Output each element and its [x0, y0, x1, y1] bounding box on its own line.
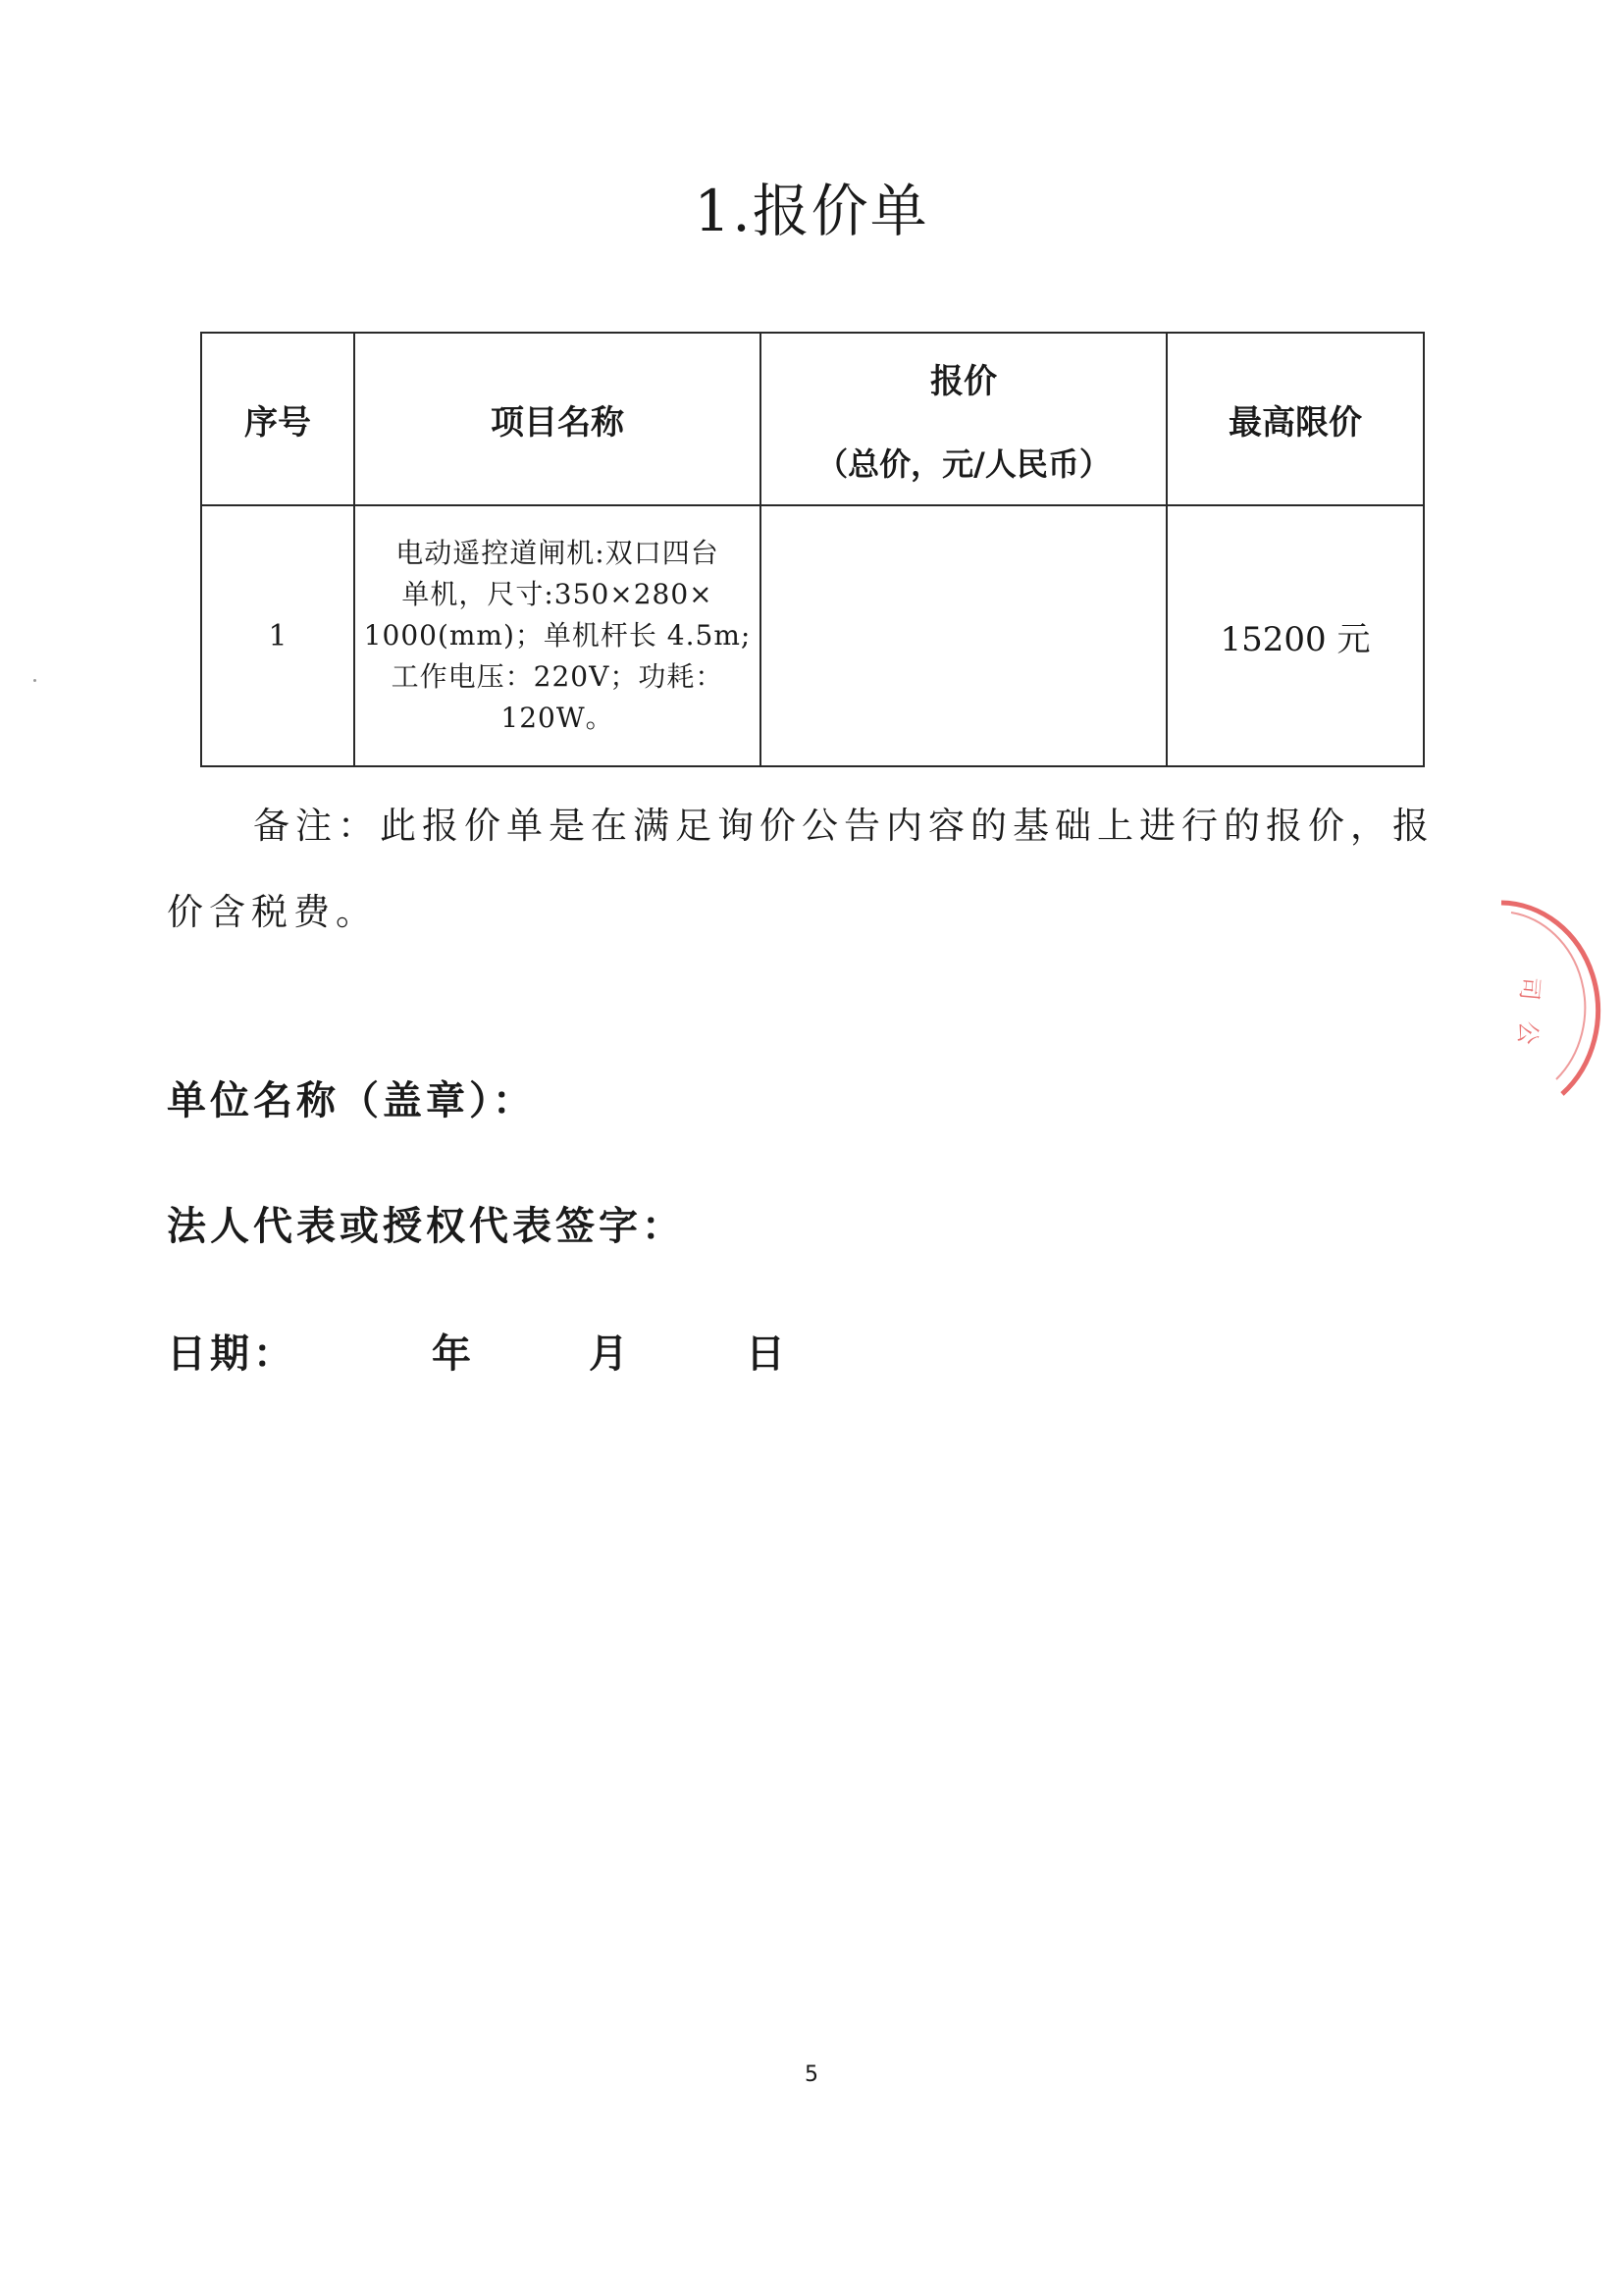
cell-item-name	[354, 505, 760, 766]
header-index: 序号	[201, 333, 354, 505]
page-number: 5	[805, 2062, 818, 2087]
date-year-label: 年	[432, 1331, 475, 1377]
page-title: 1.报价单	[694, 178, 929, 244]
seal-glyph: 公	[1512, 1019, 1543, 1046]
item-line: 单机，尺寸:350×280×	[401, 578, 713, 610]
header-quote-sub: （总价，元/人民币）	[816, 444, 1111, 483]
seal-glyph: 司	[1514, 975, 1544, 1002]
date-label: 日期：	[167, 1331, 296, 1377]
date-line	[167, 1323, 789, 1379]
quote-table	[200, 332, 1425, 767]
remark-text: 备注：此报价单是在满足询价公告内容的基础上进行的报价，报价含税费。	[167, 805, 1435, 933]
table-row	[201, 505, 1424, 766]
unit-name-label: 单位名称（盖章）：	[167, 1078, 536, 1123]
header-quote	[760, 333, 1167, 505]
header-item-name: 项目名称	[354, 333, 760, 505]
scan-speck	[33, 679, 36, 682]
cell-max-price: 15200 元	[1167, 505, 1424, 766]
header-max-price: 最高限价	[1167, 333, 1424, 505]
item-line: 工作电压：220V；功耗：	[391, 660, 724, 693]
table-header-row	[201, 333, 1424, 505]
item-line: 电动遥控道闸机:双口四台	[395, 537, 719, 569]
representative-signature-label: 法人代表或授权代表签字：	[167, 1204, 685, 1249]
cell-quote-input[interactable]	[760, 505, 1167, 766]
cell-index: 1	[201, 505, 354, 766]
date-day-label: 日	[746, 1331, 789, 1377]
seal-stamp	[1472, 883, 1609, 1128]
item-line: 120W。	[500, 702, 614, 734]
header-quote-main: 报价	[930, 361, 997, 401]
date-month-label: 月	[589, 1331, 632, 1377]
item-line: 1000(mm)；单机杆长 4.5m;	[363, 619, 752, 652]
